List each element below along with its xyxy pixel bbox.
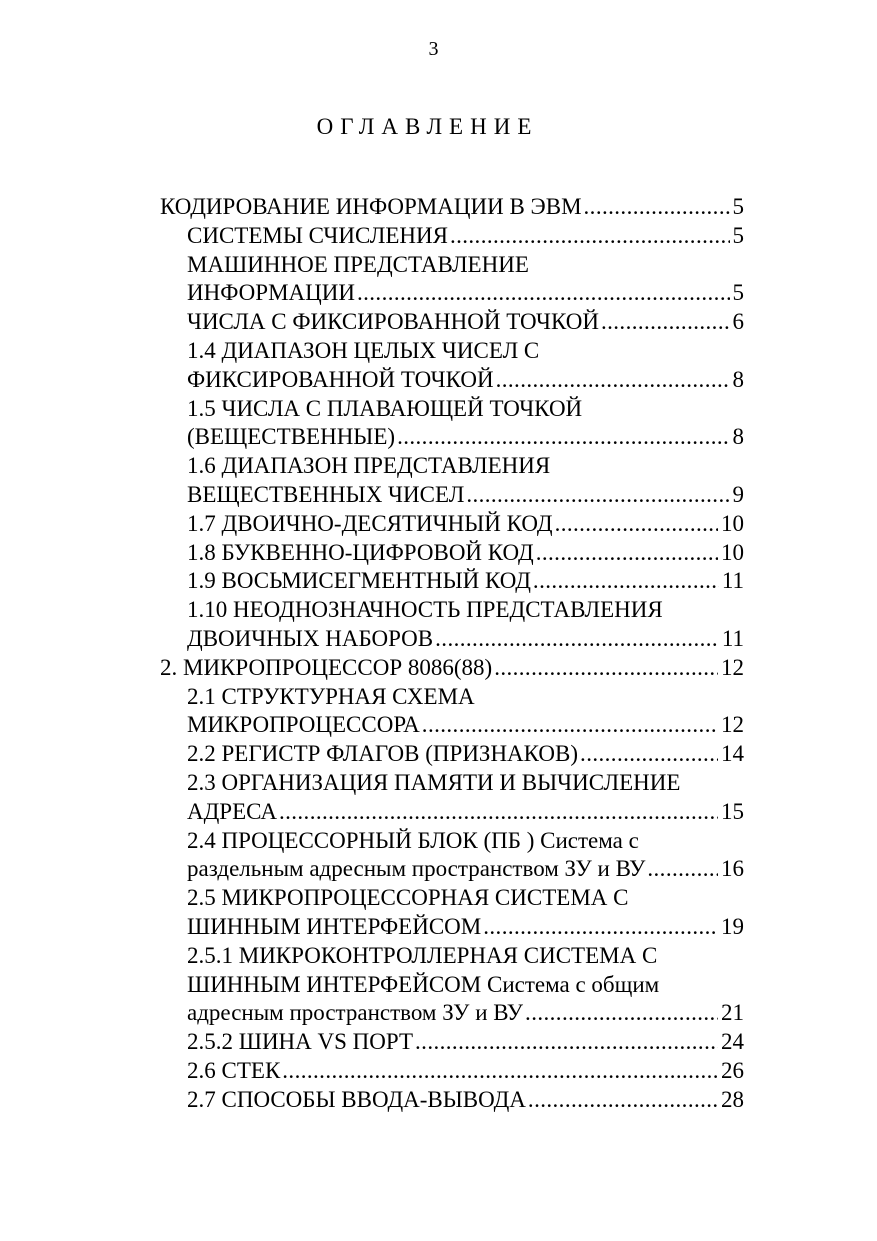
toc-entry[interactable]: [160, 683, 744, 741]
dot-leader: [435, 625, 719, 654]
dot-leader: [397, 423, 729, 452]
toc-entry[interactable]: [160, 452, 744, 510]
toc-entry[interactable]: [160, 337, 744, 395]
toc-entry-text: 2.1 СТРУКТУРНАЯ СХЕМА: [187, 683, 475, 709]
toc-entry-text: МИКРОПРОЦЕССОРА: [187, 712, 420, 738]
toc-entry-text: 1.9 ВОСЬМИСЕГМЕНТНЫЙ КОД: [187, 568, 531, 594]
dot-leader: [483, 913, 718, 942]
toc-page-number: 5: [732, 280, 744, 306]
toc-entry-text: СИСТЕМЫ СЧИСЛЕНИЯ: [187, 222, 448, 248]
toc-entry[interactable]: [160, 193, 744, 222]
toc-entry[interactable]: [160, 510, 744, 539]
toc-entry-text: раздельным адресным пространством ЗУ и ВУ: [187, 856, 646, 882]
toc-page-number: 19: [721, 913, 744, 939]
toc-page-number: 12: [721, 712, 744, 738]
toc-entry-text: АДРЕСА: [187, 798, 277, 824]
toc-page-number: 26: [721, 1057, 744, 1083]
toc-page-number: 11: [721, 625, 744, 651]
toc-page-number: 10: [721, 510, 744, 536]
toc-entry[interactable]: [160, 395, 744, 453]
toc-entry-text: 2. МИКРОПРОЦЕССОР 8086(88): [160, 654, 493, 680]
toc-entry-text: 2.4 ПРОЦЕССОРНЫЙ БЛОК (ПБ ) Система с: [187, 827, 639, 853]
toc-entry[interactable]: [160, 827, 744, 885]
toc-title: ОГЛАВЛЕНИЕ: [316, 114, 539, 139]
toc-entry[interactable]: [160, 251, 744, 309]
toc-entry[interactable]: [160, 1028, 744, 1057]
toc-page-number: 16: [721, 856, 744, 882]
dot-leader: [494, 654, 718, 683]
toc-entry-text: 2.5.1 МИКРОКОНТРОЛЛЕРНАЯ СИСТЕМА С: [187, 942, 658, 968]
toc-entry[interactable]: [160, 1057, 744, 1086]
toc-entry-text: 2.5.2 ШИНА VS ПОРТ: [187, 1029, 414, 1055]
dot-leader: [528, 1086, 718, 1115]
dot-leader: [580, 740, 718, 769]
toc-entry-text: 2.5 МИКРОПРОЦЕССОРНАЯ СИСТЕМА С: [187, 885, 629, 911]
toc-entry[interactable]: [160, 884, 744, 942]
dot-leader: [357, 279, 730, 308]
toc-entry[interactable]: [160, 308, 744, 337]
dot-leader: [555, 510, 718, 539]
toc-page-number: 10: [721, 539, 744, 565]
dot-leader: [601, 308, 730, 337]
toc-entry-text: ИНФОРМАЦИИ: [187, 280, 355, 306]
toc-page-number: 11: [721, 568, 744, 594]
toc-page-number: 5: [732, 222, 744, 248]
table-of-contents: [160, 193, 744, 1115]
toc-page-number: 9: [732, 481, 744, 507]
toc-entry-text: ДВОИЧНЫХ НАБОРОВ: [187, 625, 434, 651]
toc-page-number: 12: [721, 654, 744, 680]
dot-leader: [450, 222, 730, 251]
toc-entry-text: 1.6 ДИАПАЗОН ПРЕДСТАВЛЕНИЯ: [187, 453, 551, 479]
toc-page-number: 5: [732, 194, 744, 219]
toc-entry-text: 1.8 БУКВЕННО-ЦИФРОВОЙ КОД: [187, 539, 534, 565]
toc-entry[interactable]: [160, 222, 744, 251]
dot-leader: [415, 1028, 718, 1057]
toc-entry-text: ВЕЩЕСТВЕННЫХ ЧИСЕЛ: [187, 481, 465, 507]
toc-entry[interactable]: [160, 769, 744, 827]
toc-entry-text: МАШИННОЕ ПРЕДСТАВЛЕНИЕ: [187, 251, 529, 277]
toc-entry[interactable]: [160, 539, 744, 568]
toc-entry[interactable]: [160, 596, 744, 654]
dot-leader: [584, 193, 730, 222]
dot-leader: [279, 798, 718, 827]
toc-entry-text: ШИННЫМ ИНТЕРФЕЙСОМ Система с общим: [187, 971, 660, 997]
toc-entry[interactable]: [160, 1086, 744, 1115]
dot-leader: [422, 711, 718, 740]
dot-leader: [533, 567, 719, 596]
toc-entry-text: 2.6 СТЕК: [187, 1057, 281, 1083]
toc-entry-text: 2.7 СПОСОБЫ ВВОДА-ВЫВОДА: [187, 1086, 526, 1112]
dot-leader: [525, 999, 718, 1028]
toc-page-number: 14: [721, 741, 744, 767]
toc-entry-text: ШИННЫМ ИНТЕРФЕЙСОМ: [187, 913, 482, 939]
dot-leader: [466, 481, 729, 510]
toc-page-number: 8: [732, 424, 744, 450]
toc-entry-text: 1.10 НЕОДНОЗНАЧНОСТЬ ПРЕДСТАВЛЕНИЯ: [187, 597, 663, 623]
toc-entry[interactable]: [160, 654, 744, 683]
dot-leader: [536, 539, 718, 568]
toc-entry-text: 2.3 ОРГАНИЗАЦИЯ ПАМЯТИ И ВЫЧИСЛЕНИЕ: [187, 769, 681, 795]
toc-entry-text: 1.4 ДИАПАЗОН ЦЕЛЫХ ЧИСЕЛ С: [187, 337, 540, 363]
toc-entry[interactable]: [160, 567, 744, 596]
toc-page-number: 8: [732, 366, 744, 392]
toc-entry-text: ЧИСЛА С ФИКСИРОВАННОЙ ТОЧКОЙ: [187, 309, 599, 335]
toc-page-number: 15: [721, 798, 744, 824]
toc-entry-text: 1.5 ЧИСЛА С ПЛАВАЮЩЕЙ ТОЧКОЙ: [187, 395, 583, 421]
toc-entry-text: 1.7 ДВОИЧНО-ДЕСЯТИЧНЫЙ КОД: [187, 510, 553, 536]
toc-entry-text: 2.2 РЕГИСТР ФЛАГОВ (ПРИЗНАКОВ): [187, 741, 579, 767]
toc-entry-text: ФИКСИРОВАННОЙ ТОЧКОЙ: [187, 366, 494, 392]
dot-leader: [282, 1057, 718, 1086]
toc-page-number: 6: [732, 309, 744, 335]
toc-entry[interactable]: [160, 942, 744, 1028]
toc-page-number: 24: [721, 1029, 744, 1055]
toc-page-number: 28: [721, 1086, 744, 1112]
toc-entry-text: адресным пространством ЗУ и ВУ: [187, 1000, 524, 1026]
toc-entry[interactable]: [160, 740, 744, 769]
page-number: 3: [428, 38, 439, 60]
toc-entry-text: КОДИРОВАНИЕ ИНФОРМАЦИИ В ЭВМ: [160, 194, 582, 219]
toc-page-number: 21: [721, 1000, 744, 1026]
dot-leader: [647, 855, 718, 884]
dot-leader: [496, 366, 730, 395]
toc-entry-text: (ВЕЩЕСТВЕННЫЕ): [187, 424, 396, 450]
